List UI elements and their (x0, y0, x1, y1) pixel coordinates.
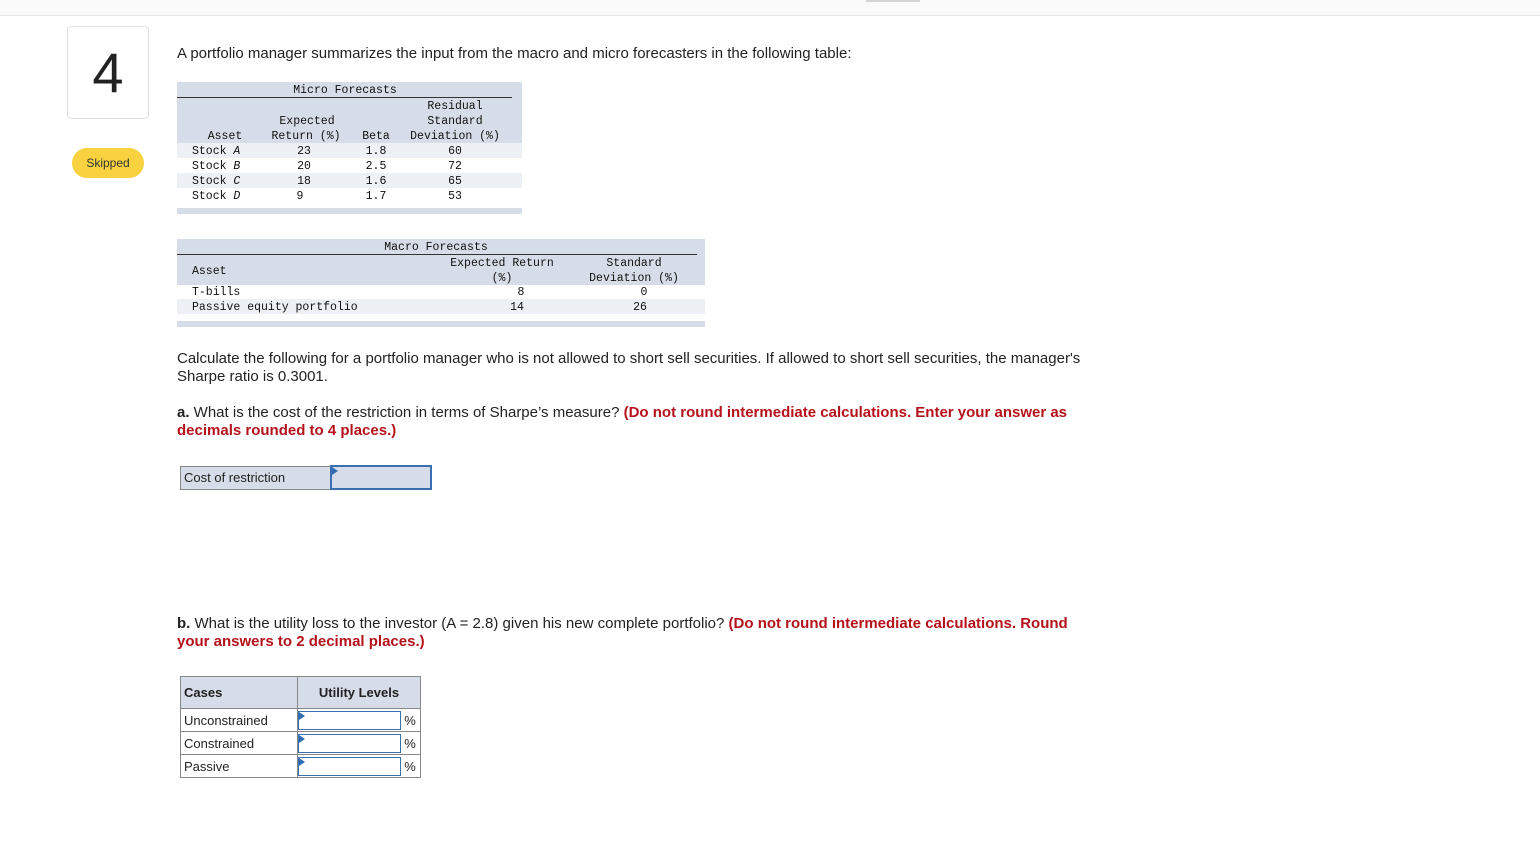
macro-title: Macro Forecasts (384, 241, 488, 254)
micro-header-beta: Beta (362, 130, 390, 143)
intro-text: A portfolio manager summarizes the input from the macro and micro forecasters in the following table: (177, 45, 852, 62)
micro-row-d-return: 9 (296, 190, 304, 203)
macro-row-tbills-return: 8 (517, 286, 525, 299)
macro-row-passive-return: 14 (510, 301, 524, 314)
macro-header-standard: Standard (606, 257, 662, 270)
cost-of-restriction-input[interactable] (331, 466, 431, 489)
constrained-unit: % (404, 735, 416, 751)
passive-input[interactable] (298, 757, 401, 776)
cases-header: Cases (181, 677, 298, 709)
micro-row-b-sd: 72 (448, 160, 462, 173)
passive-field[interactable] (299, 758, 400, 775)
cost-of-restriction-table (180, 465, 432, 490)
micro-header-return: Return (%) (271, 130, 341, 143)
constrained-input[interactable] (298, 734, 401, 753)
micro-row-a-beta: 1.8 (365, 145, 387, 158)
micro-row-c-sd: 65 (448, 175, 462, 188)
micro-row-a-asset: Stock A (192, 145, 241, 158)
micro-header-asset: Asset (207, 130, 243, 143)
problem-statement: Calculate the following for a portfolio manager who is not allowed to short sell securities. If allowed to short sell securities, the manager's Sharpe ratio is 0.3001. (177, 350, 1081, 385)
part-a-instruction: (Do not round intermediate calculations. Enter your answer as decimals rounded to 4 places.) (177, 404, 1068, 439)
micro-header-standard: Standard (427, 115, 483, 128)
input-flag-icon (299, 758, 305, 766)
macro-header-expected: Expected Return (450, 257, 554, 270)
micro-row-a-sd: 60 (448, 145, 462, 158)
part-b-instruction: (Do not round intermediate calculations. Round your answers to 2 decimal places.) (177, 615, 1068, 650)
micro-row-b-return: 20 (297, 160, 311, 173)
constrained-label: Constrained (181, 732, 298, 755)
top-bar (0, 0, 1540, 16)
passive-cell (298, 755, 421, 778)
macro-forecasts-table (177, 239, 705, 327)
micro-header-deviation: Deviation (%) (410, 130, 500, 143)
input-flag-icon (299, 735, 305, 743)
constrained-cell (298, 732, 421, 755)
micro-row-b-beta: 2.5 (365, 160, 387, 173)
constrained-field[interactable] (299, 735, 400, 752)
macro-title-rule (177, 254, 697, 255)
micro-row-c-asset: Stock C (192, 175, 241, 188)
utility-levels-table (180, 676, 421, 778)
micro-row-a-return: 23 (297, 145, 311, 158)
passive-unit: % (404, 758, 416, 774)
micro-header-residual: Residual (427, 100, 483, 113)
part-a-label: a. (177, 404, 190, 421)
macro-header-pct: (%) (491, 272, 513, 285)
macro-header-deviation: Deviation (%) (589, 272, 679, 285)
top-bar-indicator (866, 0, 920, 2)
status-badge: Skipped (72, 148, 144, 178)
micro-footer-band (177, 208, 522, 214)
unconstrained-unit: % (404, 712, 416, 728)
macro-footer-band (177, 321, 705, 327)
micro-row-d-sd: 53 (448, 190, 462, 203)
micro-title-rule (177, 97, 512, 98)
table-row (181, 709, 421, 732)
part-b-question (177, 615, 1097, 651)
macro-row-tbills-sd: 0 (640, 286, 648, 299)
macro-row-passive-asset: Passive equity portfolio (192, 301, 358, 314)
cost-of-restriction-label: Cost of restriction (181, 466, 331, 489)
micro-row-c-return: 18 (297, 175, 311, 188)
micro-header-expected: Expected (279, 115, 335, 128)
unconstrained-cell (298, 709, 421, 732)
input-flag-icon (299, 712, 305, 720)
micro-forecasts-table (177, 82, 522, 215)
part-a-text: What is the cost of the restriction in terms of Sharpe’s measure? (189, 404, 624, 421)
question-number: 4 (67, 26, 149, 119)
micro-row-d-asset: Stock D (192, 190, 241, 203)
utility-levels-header: Utility Levels (298, 677, 421, 709)
part-b-label: b. (177, 615, 191, 632)
cost-of-restriction-field[interactable] (335, 467, 427, 488)
micro-title: Micro Forecasts (293, 84, 397, 97)
unconstrained-label: Unconstrained (181, 709, 298, 732)
unconstrained-input[interactable] (298, 711, 401, 730)
macro-header-asset: Asset (192, 265, 227, 278)
micro-row-c-beta: 1.6 (365, 175, 387, 188)
unconstrained-field[interactable] (299, 712, 400, 729)
table-row (181, 755, 421, 778)
macro-row-tbills-asset: T-bills (192, 286, 241, 299)
table-row (181, 732, 421, 755)
micro-row-b-asset: Stock B (192, 160, 241, 173)
macro-row-passive-sd: 26 (633, 301, 647, 314)
passive-label: Passive (181, 755, 298, 778)
input-flag-icon (332, 467, 338, 475)
part-b-text: What is the utility loss to the investor (A = 2.8) given his new complete portfolio? (190, 615, 729, 632)
micro-row-d-beta: 1.7 (365, 190, 387, 203)
part-a-question (177, 404, 1097, 440)
